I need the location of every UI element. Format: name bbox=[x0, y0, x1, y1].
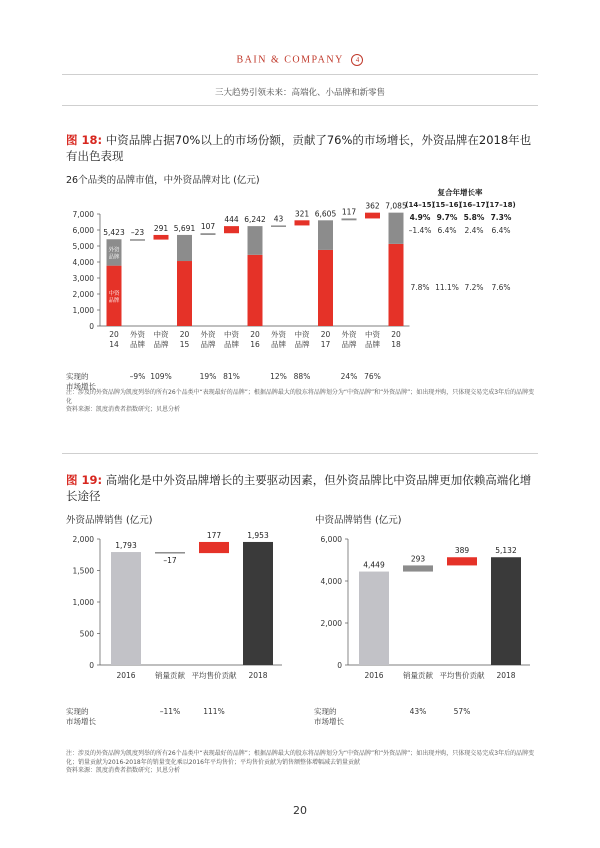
x-tick-label: 2016 bbox=[364, 671, 384, 680]
bar-inner-label: 品牌 bbox=[108, 297, 120, 304]
cagr-total: 4.9% bbox=[409, 213, 431, 222]
y-tick-label: 2,000 bbox=[320, 619, 342, 628]
x-tick-label: 品牌 bbox=[224, 340, 239, 349]
data-label: 7,085 bbox=[385, 201, 407, 211]
cagr-domestic: 11.1% bbox=[435, 283, 459, 292]
x-tick-label: 品牌 bbox=[341, 340, 357, 349]
figure18-number: 图 18: bbox=[66, 133, 103, 147]
figure19-note bbox=[66, 750, 536, 776]
delta-bar-volume bbox=[403, 565, 433, 571]
page-number: 20 bbox=[293, 804, 307, 817]
bar-domestic bbox=[389, 244, 404, 326]
growth-value: 76% bbox=[364, 372, 381, 381]
data-label: 117 bbox=[341, 207, 357, 217]
x-tick-label: 品牌 bbox=[271, 340, 286, 349]
cagr-domestic: 7.6% bbox=[491, 283, 511, 292]
y-tick-label: 2,000 bbox=[72, 535, 94, 544]
figure19-source: 资料来源：凯度消费者指数研究；贝恩分析 bbox=[66, 767, 181, 774]
bar-foreign bbox=[248, 226, 263, 255]
figure19-number: 图 19: bbox=[66, 473, 103, 487]
growth-label: 市场增长 bbox=[66, 717, 96, 726]
header-rule bbox=[62, 74, 538, 75]
y-tick-label: 2,000 bbox=[72, 290, 94, 299]
cagr-header: 复合年增长率 bbox=[437, 188, 483, 197]
y-tick-label: 0 bbox=[337, 661, 342, 670]
delta-bar-domestic bbox=[154, 235, 169, 240]
x-tick-label: 2018 bbox=[248, 671, 268, 680]
x-tick-label: 18 bbox=[391, 340, 401, 349]
bar-inner-label: 品牌 bbox=[108, 254, 120, 261]
x-tick-label: 20 bbox=[250, 330, 260, 339]
delta-bar-domestic bbox=[295, 220, 310, 225]
bar-domestic bbox=[318, 250, 333, 326]
cagr-domestic: 7.2% bbox=[464, 283, 484, 292]
x-tick-label: 16 bbox=[250, 340, 260, 349]
growth-label: 实现的 bbox=[314, 707, 337, 716]
y-tick-label: 1,000 bbox=[72, 306, 94, 315]
bar-end bbox=[243, 542, 273, 665]
x-tick-label: 外资 bbox=[341, 330, 357, 339]
cagr-domestic: 7.8% bbox=[410, 283, 430, 292]
y-tick-label: 7,000 bbox=[72, 210, 94, 219]
figure19-title bbox=[66, 472, 541, 504]
bar-foreign bbox=[318, 220, 333, 250]
data-label: 389 bbox=[454, 546, 470, 556]
x-tick-label: 品牌 bbox=[294, 340, 310, 349]
x-tick-label: 外资 bbox=[200, 330, 216, 339]
y-tick-label: 4,000 bbox=[320, 577, 342, 586]
growth-value: –11% bbox=[159, 707, 181, 716]
data-label: 362 bbox=[365, 201, 380, 211]
figure18-title bbox=[66, 132, 536, 164]
y-tick-label: 5,000 bbox=[72, 242, 94, 251]
data-label: 1,953 bbox=[247, 530, 269, 540]
x-tick-label: 中资 bbox=[224, 330, 239, 339]
x-tick-label: 20 bbox=[320, 330, 331, 339]
y-tick-label: 4,000 bbox=[72, 258, 94, 267]
data-label: 293 bbox=[410, 554, 426, 564]
cagr-period: (17–18) bbox=[486, 201, 516, 209]
growth-value: 57% bbox=[453, 707, 471, 716]
growth-label: 市场增长 bbox=[66, 382, 96, 391]
figure19-right-title: 中资品牌销售 (亿元) bbox=[315, 515, 402, 526]
cagr-period: (14–15) bbox=[405, 201, 435, 209]
x-tick-label: 14 bbox=[109, 340, 119, 349]
x-tick-label: 20 bbox=[179, 330, 190, 339]
cagr-total: 9.7% bbox=[436, 213, 458, 222]
x-tick-label: 中资 bbox=[153, 330, 169, 339]
x-tick-label: 品牌 bbox=[153, 340, 169, 349]
bar-inner-label: 外资 bbox=[108, 247, 120, 254]
data-label: –17 bbox=[163, 556, 177, 566]
x-tick-label: 品牌 bbox=[200, 340, 216, 349]
x-tick-label: 品牌 bbox=[130, 340, 145, 349]
cagr-foreign: –1.4% bbox=[408, 226, 432, 235]
data-label: 43 bbox=[273, 214, 284, 224]
figure18-chart bbox=[60, 180, 540, 395]
data-label: 5,691 bbox=[173, 223, 196, 233]
x-tick-label: 2016 bbox=[116, 671, 136, 680]
figure19-left-title: 外资品牌销售 (亿元) bbox=[66, 515, 153, 526]
growth-value: 81% bbox=[223, 372, 240, 381]
y-tick-label: 3,000 bbox=[72, 274, 94, 283]
x-tick-label: 2018 bbox=[496, 671, 516, 680]
figure18-title-text: 中资品牌占据70%以上的市场份额，贡献了76%的市场增长，外资品牌在2018年也有出色表现 bbox=[66, 133, 532, 163]
figure18-source: 资料来源：凯度消费者指数研究；贝恩分析 bbox=[66, 406, 181, 413]
subtitle-rule bbox=[62, 105, 538, 106]
y-tick-label: 0 bbox=[89, 661, 94, 670]
y-tick-label: 6,000 bbox=[72, 226, 94, 235]
data-label: 6,242 bbox=[244, 215, 266, 225]
delta-bar-price bbox=[447, 557, 477, 565]
y-tick-label: 0 bbox=[89, 322, 94, 331]
growth-value: 88% bbox=[293, 372, 311, 381]
bar-foreign bbox=[389, 213, 404, 244]
y-tick-label: 6,000 bbox=[320, 535, 342, 544]
growth-value: 12% bbox=[270, 372, 287, 381]
figure19-note-text: 注：涉及的外资品牌为凯度列举的所有26个品类中“表现最好的品牌”；根据品牌最大的股东将品牌划分为“中资品牌”和“外资品牌”；如出现并购，只体现交易完成3年后的品牌变化；销量贡献为2016-2018年的销量变化乘以2016年平均售价；平均售价贡献为销售额整体增幅减去销量贡献 bbox=[66, 750, 535, 766]
data-label: 177 bbox=[206, 530, 222, 540]
cagr-foreign: 2.4% bbox=[464, 226, 484, 235]
figure19-right-chart bbox=[308, 525, 540, 730]
figure19-title-text: 高端化是中外资品牌增长的主要驱动因素，但外资品牌比中资品牌更加依赖高端化增长途径 bbox=[66, 473, 532, 503]
figure19-left-chart bbox=[60, 525, 290, 730]
y-tick-label: 500 bbox=[79, 629, 94, 639]
delta-bar-domestic bbox=[224, 226, 239, 233]
figure-divider bbox=[62, 453, 538, 454]
data-label: 291 bbox=[153, 223, 169, 233]
x-tick-label: 中资 bbox=[365, 330, 380, 339]
data-label: 5,132 bbox=[495, 546, 517, 556]
cagr-total: 7.3% bbox=[490, 213, 512, 222]
cagr-period: (16–17) bbox=[459, 201, 489, 209]
bar-start bbox=[111, 552, 141, 665]
x-tick-label: 20 bbox=[391, 330, 401, 339]
bar-end bbox=[491, 557, 521, 665]
x-tick-label: 外资 bbox=[271, 330, 286, 339]
cagr-foreign: 6.4% bbox=[437, 226, 457, 235]
growth-value: 19% bbox=[199, 372, 217, 381]
x-tick-label: 平均售价贡献 bbox=[439, 671, 485, 680]
x-tick-label: 15 bbox=[179, 340, 190, 349]
data-label: –23 bbox=[130, 228, 145, 238]
bar-inner-label: 中资 bbox=[108, 290, 120, 297]
x-tick-label: 20 bbox=[109, 330, 119, 339]
bar-start bbox=[359, 572, 389, 665]
delta-bar-foreign bbox=[342, 218, 357, 220]
x-tick-label: 平均售价贡献 bbox=[191, 671, 237, 680]
figure18-note bbox=[66, 389, 536, 415]
data-label: 321 bbox=[294, 209, 310, 219]
growth-value: 111% bbox=[203, 707, 225, 716]
figure18-note-text: 注：涉及的外资品牌为凯度列举的所有26个品类中“表现最好的品牌”；根据品牌最大的股东将品牌划分为“中资品牌”和“外资品牌”；如出现并购，只体现交易完成3年后的品牌变化 bbox=[66, 389, 535, 405]
bar-foreign bbox=[177, 235, 192, 261]
page-subtitle: 三大趋势引领未来：高端化、小品牌和新零售 bbox=[214, 88, 385, 98]
data-label: 107 bbox=[200, 222, 216, 232]
x-tick-label: 17 bbox=[320, 340, 331, 349]
data-label: 6,605 bbox=[314, 209, 337, 219]
cagr-period: (15–16) bbox=[432, 201, 462, 209]
x-tick-label: 销量贡献 bbox=[155, 671, 185, 680]
growth-value: 24% bbox=[340, 372, 358, 381]
data-label: 5,423 bbox=[103, 228, 125, 238]
data-label: 444 bbox=[224, 215, 239, 225]
y-tick-label: 1,500 bbox=[72, 566, 94, 576]
brand-header bbox=[0, 54, 600, 66]
figure18-chart-title: 26个品类的品牌市值，中外资品牌对比 (亿元) bbox=[66, 175, 260, 186]
growth-label: 实现的 bbox=[66, 707, 89, 716]
delta-bar-volume bbox=[155, 552, 185, 554]
growth-label: 实现的 bbox=[66, 372, 89, 381]
delta-bar-price bbox=[199, 542, 229, 553]
delta-bar-foreign bbox=[201, 233, 216, 235]
y-tick-label: 1,000 bbox=[72, 598, 94, 607]
growth-value: –9% bbox=[129, 372, 146, 381]
x-tick-label: 销量贡献 bbox=[403, 671, 433, 680]
x-tick-label: 中资 bbox=[294, 330, 310, 339]
x-tick-label: 外资 bbox=[130, 330, 145, 339]
cagr-total: 5.8% bbox=[463, 213, 485, 222]
cagr-foreign: 6.4% bbox=[491, 226, 511, 235]
growth-value: 43% bbox=[409, 707, 427, 716]
bar-domestic bbox=[177, 261, 192, 326]
growth-label: 市场增长 bbox=[314, 717, 344, 726]
delta-bar-foreign bbox=[271, 225, 286, 227]
brand-name: BAIN & COMPANY bbox=[236, 54, 344, 66]
data-label: 1,793 bbox=[115, 541, 137, 551]
delta-bar-domestic bbox=[365, 213, 380, 219]
delta-bar-foreign bbox=[130, 239, 145, 241]
x-tick-label: 品牌 bbox=[365, 340, 380, 349]
data-label: 4,449 bbox=[363, 560, 385, 570]
growth-value: 109% bbox=[150, 372, 172, 381]
brand-logo-icon: 4 bbox=[351, 54, 363, 66]
bar-domestic bbox=[248, 255, 263, 326]
